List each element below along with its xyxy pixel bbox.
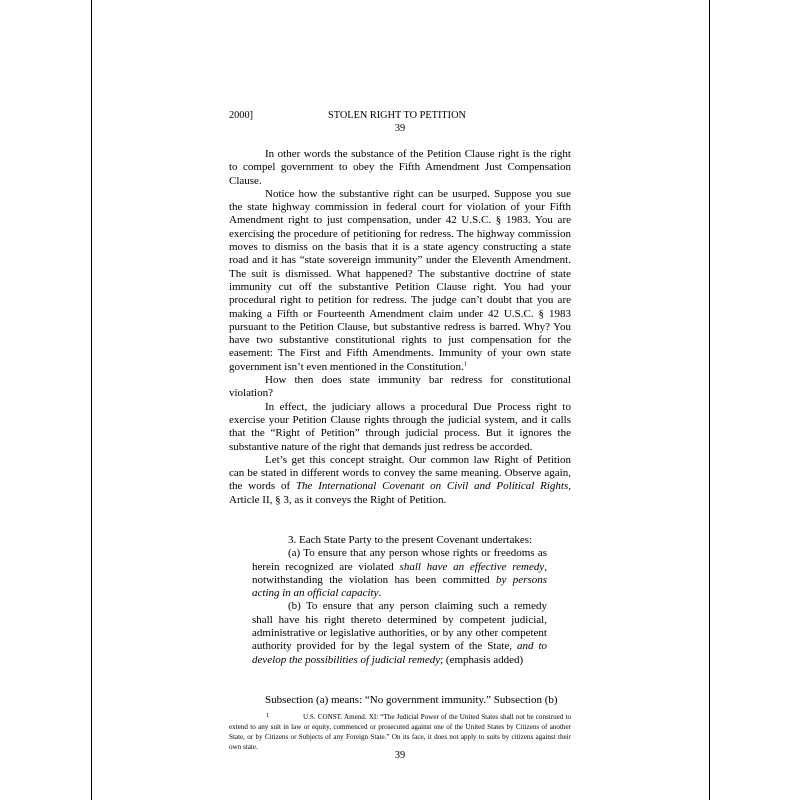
footnote-reference[interactable]: 1 (463, 360, 467, 368)
footer-page-number: 39 (394, 750, 406, 761)
main-text (229, 148, 571, 507)
footnote (229, 711, 571, 752)
block-quote (252, 534, 547, 667)
quote-a-text-2: , notwithstanding the violation has been committed (252, 560, 547, 586)
paragraph-5 (229, 454, 571, 507)
quote-a-emphasis-2: by persons acting in an official capacity (252, 573, 548, 600)
quote-a-text-1: (a) To ensure that any person whose rights or freedoms as herein recognized are violated (252, 547, 547, 573)
quote-a-emphasis-1: shall have an effective remedy (399, 560, 545, 573)
paragraph-5-text-a: Let’s get this concept straight. Our common law Right of Petition can be stated in different words to convey the same meaning. Observe again, the words of (229, 453, 571, 493)
quote-subsection-b (252, 600, 547, 666)
quote-intro: 3. Each State Party to the present Covenant undertakes: (288, 534, 533, 546)
header-page-number: 39 (394, 123, 406, 134)
quote-b-text-1: (b) To ensure that any person claiming such a remedy shall have his right thereto determined by competent judicial, administrative or legislative authorities, or by any other competent authority provided for by the legal system of the State, (252, 600, 547, 653)
paragraph-6: Subsection (a) means: “No government immunity.” Subsection (b) (265, 694, 558, 706)
paragraph-2 (229, 188, 571, 374)
after-quote-text (229, 694, 571, 707)
paragraph-3: How then does state immunity bar redress for constitutional violation? (229, 374, 571, 400)
paragraph-5-text-b: , Article II, § 3, as it conveys the Right of Petition. (229, 480, 571, 506)
paragraph-2-text: Notice how the substantive right can be usurped. Suppose you sue the state highway commission in federal court for violation of your Fifth Amendment right to just compensation, under 42 U.S.C. § 1983. You are exercising the procedure of petitioning for redress. The highway commission moves to dismiss on the basis that it is a state agency constructing a state road and it has “state sovereign immunity” under the Eleventh Amendment. The suit is dismissed. What happened? The substantive doctrine of state immunity cut off the substantive Petition Clause right. You had your procedural right to petition for redress. The judge can’t doubt that you are making a Fifth or Fourteenth Amendment claim under 42 U.S.C. § 1983 pursuant to the Petition Clause, but substantive redress is barred. Why? You have two substantive constitutional rights to just compensation for the easement: The First and Fifth Amendments. Immunity of your own state government isn’t even mentioned in the Constitution. (229, 187, 571, 373)
running-head-volume: 2000] (229, 110, 254, 121)
quote-subsection-a (252, 547, 547, 600)
paragraph-1: In other words the substance of the Petition Clause right is the right to compel government to obey the Fifth Amendment Just Compensation Clause. (229, 148, 571, 187)
quote-b-emphasis: and to develop the possibilities of judicial remedy (252, 640, 548, 666)
footnote-text: U.S. CONST. Amend. XI: “The Judicial Power of the United States shall not be construed to extend to any suit in law or equity, commenced or prosecuted against one of the United States by Citizens of another State, or by Citizens or Subjects of any Foreign State.” On its face, it does not apply to suits by citizens against their own state. (229, 713, 571, 751)
quote-b-text-2: ; (emphasis added) (440, 653, 524, 666)
covenant-title: The International Covenant on Civil and Political Rights (295, 480, 569, 493)
paragraph-4: In effect, the judiciary allows a procedural Due Process right to exercise your Petition Clause rights through the judicial system, and it calls that the “Right of Petition” through judicial process. But it ignores the substantive nature of the right that demands just redress be accorded. (229, 400, 571, 453)
quote-a-text-3: . (378, 587, 382, 600)
footnote-mark: 1 (266, 712, 270, 719)
running-head-title: STOLEN RIGHT TO PETITION (328, 110, 466, 121)
